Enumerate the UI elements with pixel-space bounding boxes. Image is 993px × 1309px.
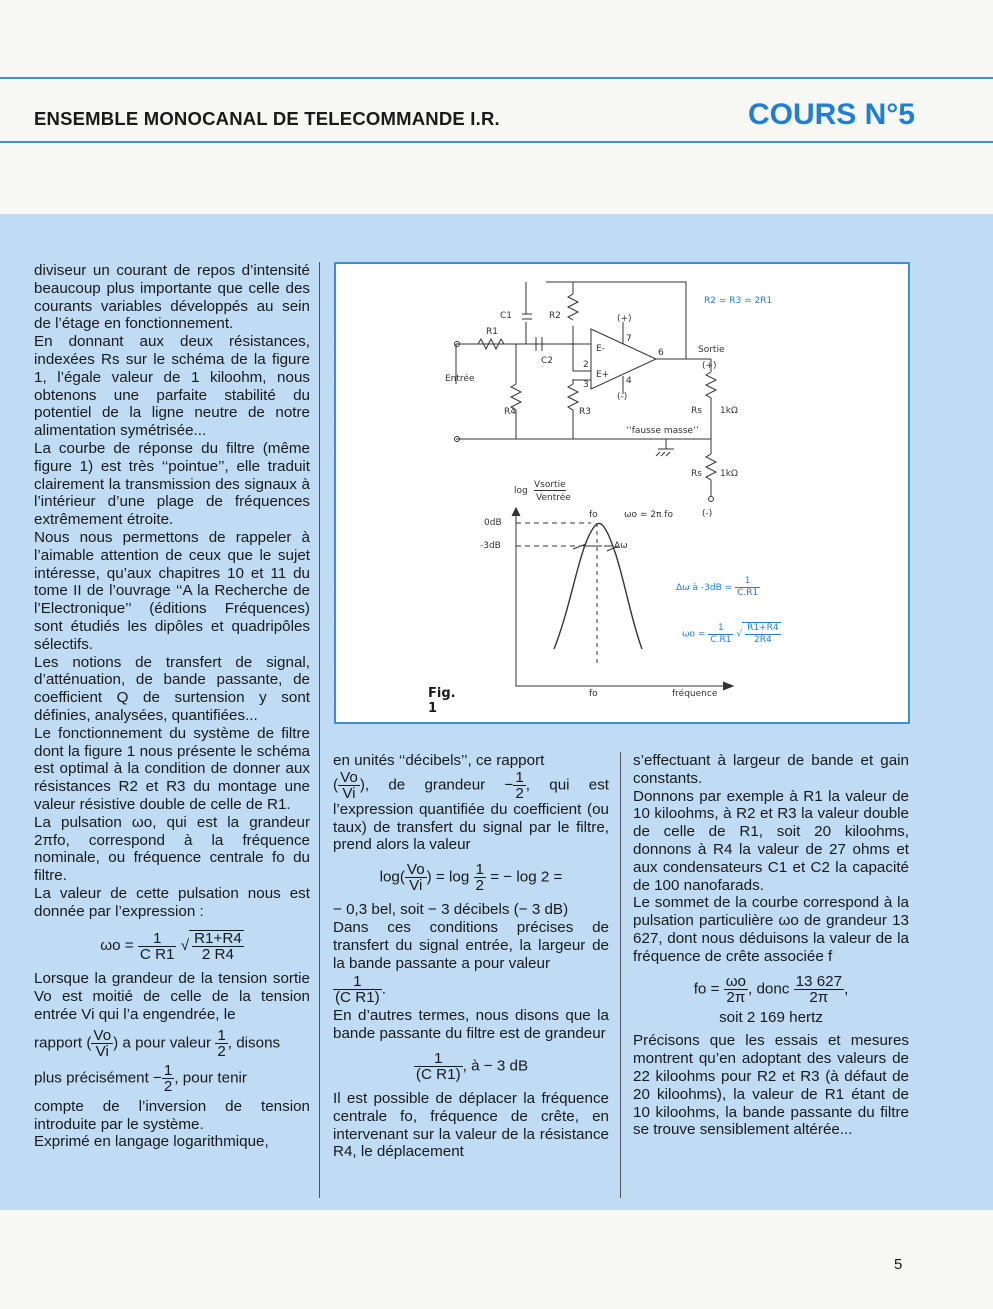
e-plus-label: E+ xyxy=(596,370,610,380)
kohm-top-label: 1kΩ xyxy=(720,406,738,416)
c1-label: C1 xyxy=(500,311,513,321)
plus-label: (+) xyxy=(617,314,632,324)
paragraph: La courbe de réponse du filtre (même figure 1) est très ‘‘pointue’’, elle traduit clairement la transmission des signaux à l’intérieur d’une plage de fréquences extrêmement étroite. xyxy=(34,439,310,529)
pin-6: 6 xyxy=(658,348,664,358)
paragraph: En d’autres termes, nous disons que la bande passante du filtre est de grandeur xyxy=(333,1007,609,1043)
frequency-equation: fo = $\frac{\omega o}{2\pi}$ , donc $\frac{13 627}{2\pi}$ , xyxy=(693,972,849,1006)
wo-formula: ωo = $\frac{1}{C.R1}$ √ $\frac{R1+R4}{2R4}$ xyxy=(682,622,779,645)
relation-label: R2 = R3 = 2R1 xyxy=(704,296,773,306)
paragraph: La pulsation ωo, qui est la grandeur 2πfo, correspond à la fréquence nominale, ou fréquence centrale fo du filtre. xyxy=(34,813,310,885)
kohm-bottom-label: 1kΩ xyxy=(720,469,738,479)
precision-line: plus précisément − $\frac{1}{2}$ , pour tenir xyxy=(34,1061,247,1095)
output-label: Sortie xyxy=(698,345,725,355)
pin-3: 3 xyxy=(583,380,589,390)
paragraph: Le fonctionnement du système de filtre dont la figure 1 nous présente le schéma est optimal à la condition de donner aux résistances R2 et R3 du montage une valeur résistive double de celle de R1. xyxy=(34,724,310,813)
header-top-rule xyxy=(0,77,993,79)
paragraph: Lorsque la grandeur de la tension sortie Vo est moitié de celle de la tension entrée Vi qui l’a engendrée, le xyxy=(34,970,310,1024)
log-label: log xyxy=(514,486,528,496)
rs-bottom-label: Rs xyxy=(691,469,702,479)
bandwidth-fraction: $\frac{1}{\text{(C R1)}}$ . xyxy=(335,973,386,1007)
rs-top-label: Rs xyxy=(691,406,702,416)
sqrt-sign: √ xyxy=(180,937,190,955)
course-number: COURS N°5 xyxy=(747,98,915,131)
pin-7: 7 xyxy=(626,334,632,344)
dw-formula: Δω à -3dB = $\frac{1}{C.R1}$ xyxy=(676,576,759,598)
paragraph: Exprimé en langage logarithmique, xyxy=(34,1133,269,1151)
bandwidth-equation: $\frac{1}{\text{(C R1)}}$ , à − 3 dB xyxy=(415,1049,529,1083)
r3-label: R3 xyxy=(579,407,591,417)
ratio-line: rapport ( $\frac{Vo}{Vi}$ ) a pour valeur $\frac{1}{2}$ , disons xyxy=(34,1026,281,1060)
paragraph: s’effectuant à largeur de bande et gain constants. xyxy=(633,752,909,787)
frequency-result: soit 2 169 hertz xyxy=(719,1008,823,1026)
wo-label: ωo = 2π fo xyxy=(624,510,673,520)
log-equation: log( $\frac{Vo}{Vi}$ ) = log $\frac{1}{2}$ = − log 2 = xyxy=(379,861,563,895)
paragraph: diviseur un courant de repos d’intensité beaucoup plus importante que celle des courants variables développés au sein de l’étage en fonctionnement. xyxy=(34,262,310,333)
c2-label: C2 xyxy=(541,356,554,366)
column-1 xyxy=(34,262,310,1151)
paragraph: Dans ces conditions précises de transfert du signal entrée, la largeur de la bande passante a pour valeur xyxy=(333,918,609,972)
vsortie-label: Vsortie xyxy=(534,480,566,490)
paragraph: La valeur de cette pulsation nous est donnée par l’expression : xyxy=(34,884,310,920)
paragraph: Le sommet de la courbe correspond à la pulsation particulière ωo de grandeur 13 627, dont nous déduisons la valeur de la fréquence de crête associée f xyxy=(633,894,909,965)
paragraph: Précisons que les essais et mesures montrent qu’en adoptant des valeurs de 22 kiloohms pour R2 et R3 (à défaut de 20 kiloohms), la valeur de R1 étant de 10 kiloohms, la bande passante du filtre se trouve sensiblement altérée... xyxy=(633,1032,909,1139)
odb-label: 0dB xyxy=(484,518,502,528)
page-number: 5 xyxy=(894,1256,903,1273)
paragraph: Nous nous permettons de rappeler à l’aimable attention de ceux que le sujet intéresse, qu’aux chapitres 10 et 11 du tome II de l’ouvrage ‘‘A la Recherche de l’Electronique’’ (éditions Fréquences) sont étudiés les dipôles et quadripôles sélectifs. xyxy=(34,528,310,653)
paragraph: Donnons par exemple à R1 la valeur de 10 kiloohms, à R2 et R3 la valeur double de celle de R1, soit 20 kiloohms, donnons à R4 la valeur de 27 ohms et aux condensateurs C1 et C2 la capacité de 100 nanofarads. xyxy=(633,787,909,894)
paragraph: ( $\frac{Vo}{Vi}$ ), de grandeur − $\frac{1}{2}$ , qui est l’expression quantifiée du coefficient (ou taux) de transfert du signal par le filtre, prend alors la valeur xyxy=(333,768,610,854)
column-2 xyxy=(333,752,609,1161)
header-title: ENSEMBLE MONOCANAL DE TELECOMMANDE I.R. xyxy=(34,108,500,129)
paragraph: en unités ‘‘décibels’’, ce rapport xyxy=(333,752,545,769)
pin-4: 4 xyxy=(626,376,632,386)
column-separator xyxy=(620,752,621,1198)
pin-2: 2 xyxy=(583,360,589,370)
r1-label: R1 xyxy=(486,327,498,337)
minus-label: (-) xyxy=(617,392,628,402)
figure-1 xyxy=(334,262,910,724)
output-plus: (+) xyxy=(702,361,717,371)
dw-label: Δω xyxy=(614,541,628,551)
m3db-label: -3dB xyxy=(480,541,501,551)
paragraph: Les notions de transfert de signal, d’atténuation, de bande passante, de coefficient Q de surtension y sont définies, analysées, quantifiées... xyxy=(34,653,310,724)
input-label: Entrée xyxy=(445,374,475,384)
ventree-label: Ventrée xyxy=(536,493,571,503)
fo-axis-label: fo xyxy=(589,689,598,699)
supply-minus: (-) xyxy=(702,509,713,519)
header-bottom-rule xyxy=(0,141,993,143)
column-separator xyxy=(319,262,320,1198)
r2-label: R2 xyxy=(549,311,561,321)
paragraph: − 0,3 bel, soit − 3 décibels (− 3 dB) xyxy=(333,901,569,919)
paragraph: Il est possible de déplacer la fréquence centrale fo, fréquence de crête, en intervenant sur la valeur de la résistance R4, le déplacement xyxy=(333,1089,609,1161)
paragraph: En donnant aux deux résistances, indexées Rs sur le schéma de la figure 1, l’égale valeur de 1 kiloohm, nous obtenons une parfaite stabilité du potentiel de la ligne neutre de notre alimentation symétrisée... xyxy=(34,333,310,440)
e-minus-label: E- xyxy=(596,344,605,354)
r4-label: R4 xyxy=(504,407,516,417)
fo-peak-label: fo xyxy=(589,510,598,520)
figure-caption: Fig. 1 xyxy=(428,686,456,716)
ground-label: ‘‘fausse masse’’ xyxy=(626,426,699,436)
freq-label: fréquence xyxy=(672,689,718,699)
pulsation-equation: ωo = $\frac{1}{\text{C R1}}$ √ $\frac{R1+R4}{2 R4}$ xyxy=(100,929,242,964)
paragraph: compte de l’inversion de tension introduite par le système. xyxy=(34,1097,310,1133)
column-3 xyxy=(633,752,909,1139)
